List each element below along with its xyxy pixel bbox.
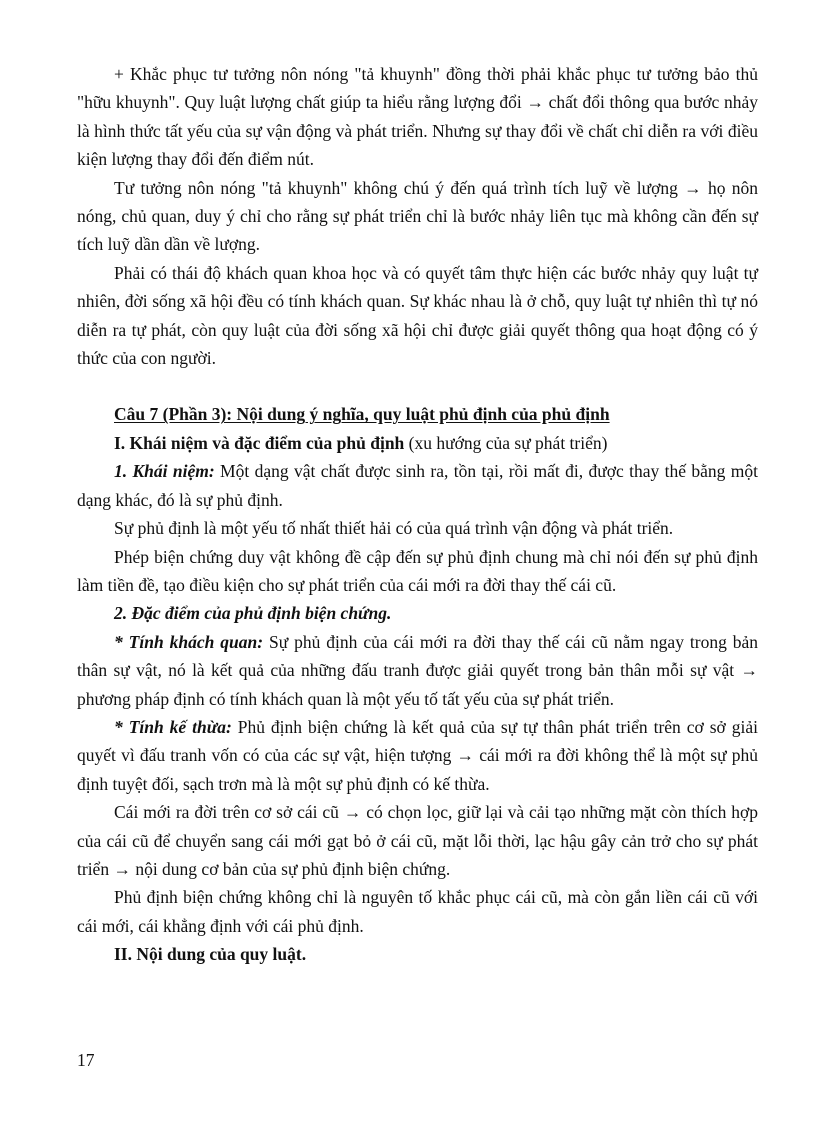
concept-text: Một dạng vật chất được sinh ra, tồn tại, rồi mất đi, được thay thế bằng một dạng khác, đó là sự phủ định. (77, 461, 758, 510)
paragraph-left-right-deviation: + Khắc phục tư tưởng nôn nóng "tả khuynh" đồng thời phải khắc phục tư tưởng bảo thủ "hữu khuynh". Quy luật lượng chất giúp ta hiểu rằng lượng đổi → chất đổi thông qua bước nhảy là hình thức tất yếu của sự vận động và phát triển. Nhưng sự thay đổi về chất chỉ diễn ra với điều kiện lượng thay đổi đến điểm nút. (77, 64, 758, 170)
section-1-subtitle: (xu hướng của sự phát triển) (404, 432, 608, 453)
section-2-title: II. Nội dung của quy luật. (114, 944, 307, 965)
paragraph-dialectics: Phép biện chứng duy vật không đề cập đến sự phủ định chung mà chỉ nói đến sự phủ định làm tiền đề, tạo điều kiện cho sự phát triển của cái mới ra đời thay thế cái cũ. (77, 546, 758, 595)
paragraph-dialectical-negation: Phủ định biện chứng không chỉ là nguyên tố khắc phục cái cũ, mà còn gắn liền cái cũ với cái mới, cái khẳng định với cái phủ định. (77, 887, 758, 936)
objective-text: Sự phủ định của cái mới ra đời thay thế cái cũ nằm ngay trong bản thân sự vật, nó là kết quả của những đấu tranh được giải quyết trong bản thân mỗi sự vật → phương pháp định có tính khách quan là một yếu tố tất yếu của sự phát triển. (77, 631, 759, 709)
inheritance-text: Phủ định biện chứng là kết quả của sự tự thân phát triển trên cơ sở giải quyết vì đấu tranh vốn có của các sự vật, hiện tượng → cái mới ra đời không thể là một sự phủ định tuyệt đối, sạch trơn mà là một sự phủ định có kế thừa. (77, 716, 758, 794)
document-page (77, 60, 758, 969)
features-heading (77, 599, 758, 627)
section-2-heading (77, 940, 758, 968)
objective-label: * Tính khách quan: (114, 631, 264, 652)
page-number: 17 (77, 1050, 95, 1070)
paragraph-negation-necessity: Sự phủ định là một yếu tố nhất thiết hải có của quá trình vận động và phát triển. (114, 518, 674, 539)
inheritance-label: * Tính kế thừa: (114, 716, 232, 737)
features-heading-text: 2. Đặc điểm của phủ định biện chứng. (114, 603, 392, 624)
objective-paragraph (77, 628, 758, 713)
paragraph-new-from-old: Cái mới ra đời trên cơ sở cái cũ → có chọn lọc, giữ lại và cải tạo những mặt còn thích hợp của cái cũ để chuyển sang cái mới gạt bỏ ở cái cũ, mặt lỗi thời, lạc hậu gây cản trở cho sự phát triển → nội dung cơ bản của sự phủ định biện chứng. (77, 802, 758, 879)
question-heading: Câu 7 (Phần 3): Nội dung ý nghĩa, quy luật phủ định của phủ định (114, 404, 610, 425)
paragraph-left-deviation: Tư tưởng nôn nóng "tả khuynh" không chú ý đến quá trình tích luỹ về lượng → họ nôn nóng, chủ quan, duy ý chỉ cho rằng sự phát triển chỉ là bước nhảy liên tục mà không cần đến sự tích luỹ dần dần về lượng. (77, 177, 758, 255)
concept-label: 1. Khái niệm: (114, 461, 215, 482)
section-1-heading (77, 429, 758, 457)
section-1-title: I. Khái niệm và đặc điểm của phủ định (114, 432, 405, 453)
section-spacer (77, 372, 758, 400)
concept-paragraph (77, 457, 758, 514)
paragraph-objective-attitude: Phải có thái độ khách quan khoa học và có quyết tâm thực hiện các bước nhảy quy luật tự nhiên, đời sống xã hội đều có tính khách quan. Sự khác nhau là ở chỗ, quy luật tự nhiên thì tự nó diễn ra tự phát, còn quy luật của đời sống xã hội chỉ được giải quyết thông qua hoạt động có ý thức của con người. (77, 262, 758, 369)
inheritance-paragraph (77, 713, 758, 798)
